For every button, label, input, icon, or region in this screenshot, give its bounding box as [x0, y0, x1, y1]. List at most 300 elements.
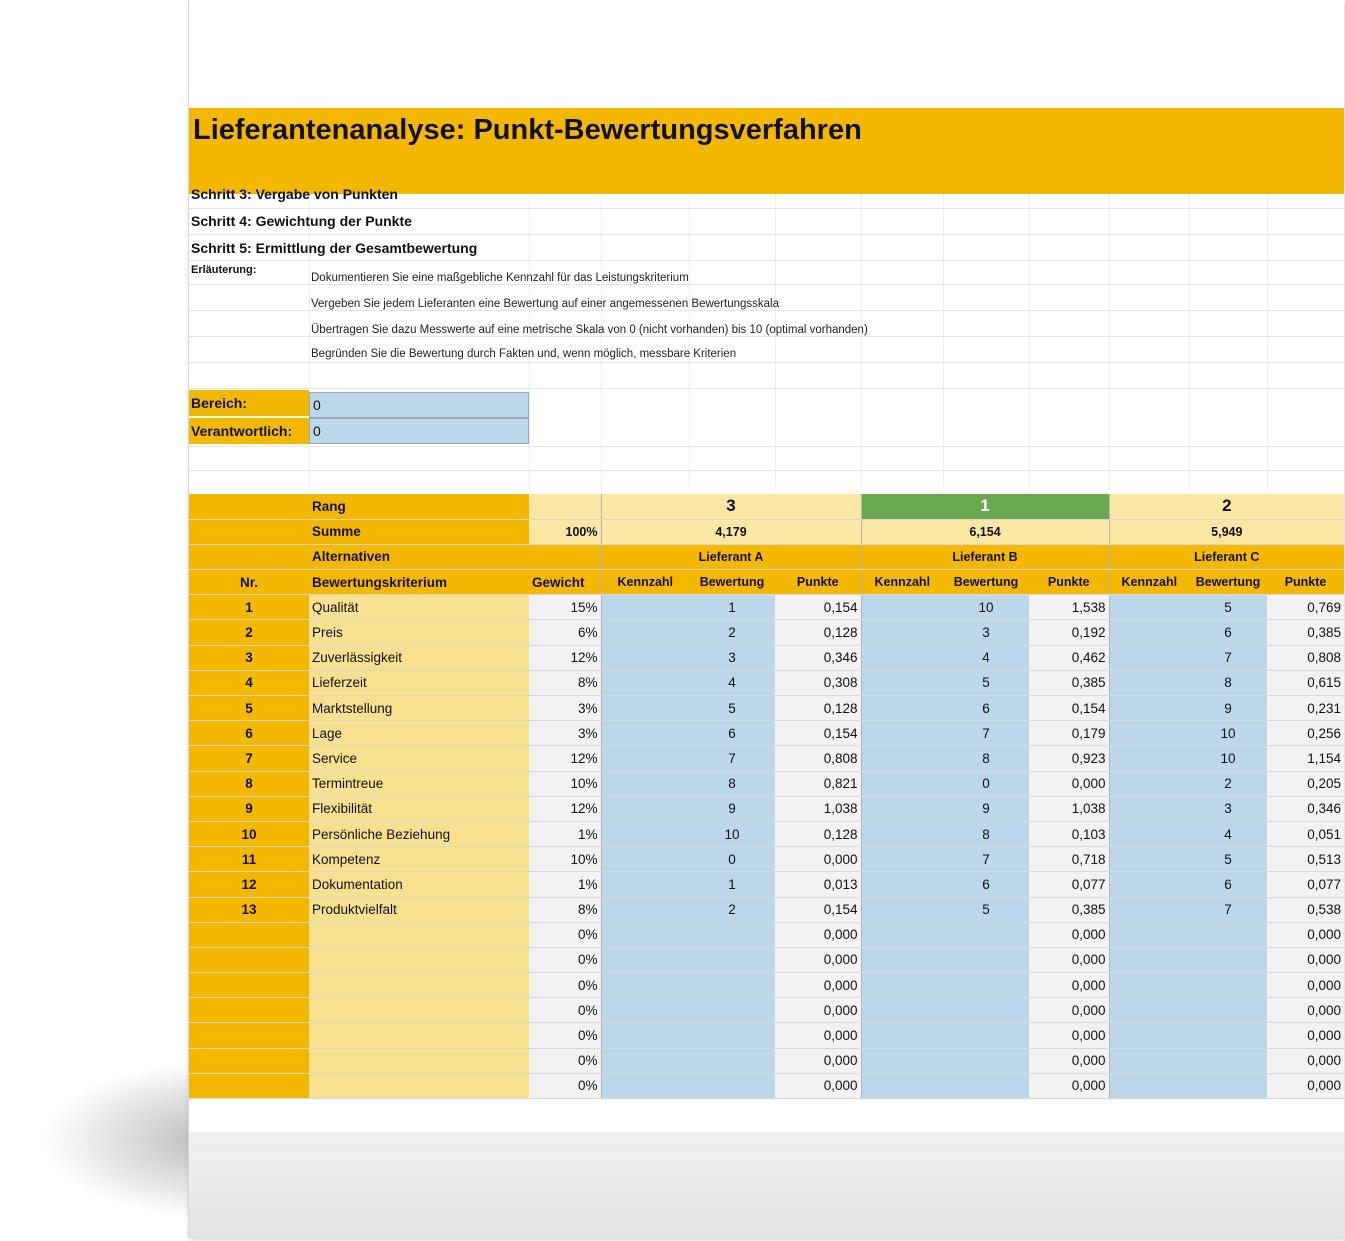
- bewertung-header: Bewertung: [1189, 570, 1267, 595]
- bewertung-cell-c[interactable]: 9: [1189, 696, 1267, 721]
- kennzahl-cell-a[interactable]: [601, 595, 689, 620]
- punkte-cell-b: 0,000: [1029, 1073, 1109, 1098]
- row-nr: 5: [189, 696, 309, 721]
- table-row: [189, 897, 1344, 922]
- bewertung-cell-b[interactable]: [943, 973, 1029, 998]
- kennzahl-cell-c[interactable]: [1109, 620, 1189, 645]
- kennzahl-cell-b[interactable]: [861, 872, 943, 897]
- weight-cell[interactable]: 0%: [529, 922, 601, 947]
- table-row: [189, 821, 1344, 846]
- table-row: [189, 670, 1344, 695]
- bewertung-cell-b[interactable]: [943, 1073, 1029, 1098]
- row-nr: 4: [189, 670, 309, 695]
- grid-row-line: [189, 446, 1344, 447]
- punkte-cell-a: 0,000: [775, 847, 861, 872]
- punkte-cell-c: 0,231: [1267, 696, 1344, 721]
- punkte-cell-c: 1,154: [1267, 746, 1344, 771]
- nr-header: Nr.: [189, 570, 309, 595]
- bereich-input[interactable]: 0: [309, 392, 529, 418]
- table-row: [189, 645, 1344, 670]
- bewertung-cell-c[interactable]: 10: [1189, 721, 1267, 746]
- bewertung-cell-c[interactable]: [1189, 1073, 1267, 1098]
- bewertung-cell-c[interactable]: [1189, 998, 1267, 1023]
- kennzahl-cell-c[interactable]: [1109, 696, 1189, 721]
- column-header-row: [189, 570, 1344, 595]
- punkte-cell-b: 0,923: [1029, 746, 1109, 771]
- table-row: [189, 922, 1344, 947]
- kennzahl-cell-b[interactable]: [861, 721, 943, 746]
- punkte-cell-b: 1,538: [1029, 595, 1109, 620]
- punkte-cell-b: 0,000: [1029, 771, 1109, 796]
- kennzahl-cell-b[interactable]: [861, 1048, 943, 1073]
- table-row: [189, 947, 1344, 972]
- kennzahl-cell-c[interactable]: [1109, 872, 1189, 897]
- punkte-cell-b: 0,385: [1029, 670, 1109, 695]
- grid-row-line: [189, 284, 1344, 285]
- kennzahl-cell-a[interactable]: [601, 721, 689, 746]
- punkte-cell-c: 0,000: [1267, 1073, 1344, 1098]
- sum-lieferant-b: 6,154: [861, 519, 1109, 544]
- bewertung-cell-a[interactable]: 1: [689, 872, 775, 897]
- grid-row-line: [189, 310, 1344, 311]
- punkte-cell-a: 0,154: [775, 721, 861, 746]
- punkte-cell-a: 1,038: [775, 796, 861, 821]
- bewertung-cell-a[interactable]: 9: [689, 796, 775, 821]
- weight-cell[interactable]: 1%: [529, 821, 601, 846]
- kennzahl-cell-b[interactable]: [861, 595, 943, 620]
- lieferant-b-header: Lieferant B: [861, 544, 1109, 569]
- criterion-name: Zuverlässigkeit: [309, 645, 529, 670]
- kennzahl-cell-c[interactable]: [1109, 645, 1189, 670]
- punkte-cell-a: 0,013: [775, 872, 861, 897]
- bewertung-cell-c[interactable]: 5: [1189, 847, 1267, 872]
- weight-cell[interactable]: 0%: [529, 998, 601, 1023]
- bewertung-cell-b[interactable]: 7: [943, 847, 1029, 872]
- kennzahl-cell-b[interactable]: [861, 821, 943, 846]
- row-nr: [189, 998, 309, 1023]
- table-row: [189, 771, 1344, 796]
- row-nr: [189, 1023, 309, 1048]
- table-row: [189, 796, 1344, 821]
- punkte-cell-b: 0,154: [1029, 696, 1109, 721]
- bewertung-cell-a[interactable]: 8: [689, 771, 775, 796]
- row-nr: 10: [189, 821, 309, 846]
- summe-label: Summe: [309, 519, 529, 544]
- kennzahl-cell-c[interactable]: [1109, 1048, 1189, 1073]
- kennzahl-cell-a[interactable]: [601, 746, 689, 771]
- punkte-header: Punkte: [1267, 570, 1344, 595]
- kennzahl-cell-a[interactable]: [601, 696, 689, 721]
- punkte-cell-c: 0,256: [1267, 721, 1344, 746]
- punkte-cell-a: 0,821: [775, 771, 861, 796]
- bewertung-cell-c[interactable]: 5: [1189, 595, 1267, 620]
- grid-row-line: [189, 208, 1344, 209]
- bewertung-cell-a[interactable]: [689, 947, 775, 972]
- row-nr: 9: [189, 796, 309, 821]
- bewertung-cell-a[interactable]: 4: [689, 670, 775, 695]
- bewertung-cell-c[interactable]: [1189, 922, 1267, 947]
- kennzahl-cell-b[interactable]: [861, 973, 943, 998]
- table-row: [189, 746, 1344, 771]
- kennzahl-cell-a[interactable]: [601, 821, 689, 846]
- grid-row-line: [189, 388, 1344, 389]
- punkte-cell-c: 0,205: [1267, 771, 1344, 796]
- weight-cell[interactable]: 15%: [529, 595, 601, 620]
- bewertung-cell-c[interactable]: 8: [1189, 670, 1267, 695]
- punkte-cell-b: 0,000: [1029, 1048, 1109, 1073]
- punkte-cell-c: 0,385: [1267, 620, 1344, 645]
- kennzahl-cell-a[interactable]: [601, 973, 689, 998]
- bewertung-cell-c[interactable]: 2: [1189, 771, 1267, 796]
- bewertung-cell-a[interactable]: [689, 1023, 775, 1048]
- punkte-cell-a: 0,000: [775, 1073, 861, 1098]
- bewertung-cell-a[interactable]: [689, 998, 775, 1023]
- document-page: [188, 0, 1344, 1238]
- kennzahl-cell-c[interactable]: [1109, 670, 1189, 695]
- bewertung-cell-b[interactable]: [943, 947, 1029, 972]
- bewertung-cell-a[interactable]: 5: [689, 696, 775, 721]
- kennzahl-cell-b[interactable]: [861, 645, 943, 670]
- bewertung-cell-b[interactable]: [943, 998, 1029, 1023]
- row-nr: 13: [189, 897, 309, 922]
- table-row: [189, 721, 1344, 746]
- kennzahl-cell-c[interactable]: [1109, 947, 1189, 972]
- weight-cell[interactable]: 6%: [529, 620, 601, 645]
- criterion-name: Service: [309, 746, 529, 771]
- lieferant-c-header: Lieferant C: [1109, 544, 1344, 569]
- row-nr: 11: [189, 847, 309, 872]
- kennzahl-cell-a[interactable]: [601, 796, 689, 821]
- weight-cell[interactable]: 10%: [529, 847, 601, 872]
- weight-cell[interactable]: 12%: [529, 746, 601, 771]
- kennzahl-cell-a[interactable]: [601, 771, 689, 796]
- criterion-name: [309, 947, 529, 972]
- kennzahl-cell-c[interactable]: [1109, 1073, 1189, 1098]
- bewertung-cell-a[interactable]: 2: [689, 620, 775, 645]
- weight-cell[interactable]: 0%: [529, 1073, 601, 1098]
- weight-cell[interactable]: 3%: [529, 721, 601, 746]
- bewertung-cell-a[interactable]: 7: [689, 746, 775, 771]
- bewertung-header: Bewertung: [943, 570, 1029, 595]
- bereich-label: Bereich:: [189, 390, 309, 416]
- bewertung-cell-a[interactable]: [689, 973, 775, 998]
- bewertung-cell-c[interactable]: 10: [1189, 746, 1267, 771]
- bewertung-cell-c[interactable]: [1189, 1048, 1267, 1073]
- kennzahl-cell-a[interactable]: [601, 847, 689, 872]
- kennzahl-cell-c[interactable]: [1109, 721, 1189, 746]
- kennzahl-cell-a[interactable]: [601, 998, 689, 1023]
- kennzahl-cell-c[interactable]: [1109, 771, 1189, 796]
- punkte-cell-a: 0,128: [775, 821, 861, 846]
- kennzahl-cell-c[interactable]: [1109, 998, 1189, 1023]
- weight-cell[interactable]: 0%: [529, 947, 601, 972]
- bewertung-cell-a[interactable]: 0: [689, 847, 775, 872]
- bewertung-cell-a[interactable]: [689, 1073, 775, 1098]
- criterion-name: Preis: [309, 620, 529, 645]
- bewertung-cell-b[interactable]: 8: [943, 746, 1029, 771]
- step-5-heading: Schritt 5: Ermittlung der Gesamtbewertung: [191, 240, 478, 256]
- punkte-cell-c: 0,000: [1267, 998, 1344, 1023]
- kennzahl-cell-b[interactable]: [861, 1023, 943, 1048]
- rank-lieferant-c: 2: [1109, 494, 1344, 519]
- header-cell: [529, 544, 601, 569]
- punkte-cell-c: 0,615: [1267, 670, 1344, 695]
- punkte-cell-c: 0,000: [1267, 1048, 1344, 1073]
- punkte-cell-a: 0,000: [775, 973, 861, 998]
- table-row: [189, 998, 1344, 1023]
- row-nr: 2: [189, 620, 309, 645]
- bewertung-cell-c[interactable]: 6: [1189, 620, 1267, 645]
- table-row: [189, 620, 1344, 645]
- page-title: Lieferantenanalyse: Punkt-Bewertungsverfahren: [193, 114, 862, 146]
- header-cell: [529, 494, 601, 519]
- bewertung-cell-a[interactable]: [689, 1048, 775, 1073]
- bewertung-cell-b[interactable]: 0: [943, 771, 1029, 796]
- punkte-cell-a: 0,000: [775, 1048, 861, 1073]
- row-nr: 12: [189, 872, 309, 897]
- table-row: [189, 872, 1344, 897]
- weight-cell[interactable]: 12%: [529, 645, 601, 670]
- punkte-cell-c: 0,346: [1267, 796, 1344, 821]
- punkte-header: Punkte: [1029, 570, 1109, 595]
- sum-row: [189, 519, 1344, 544]
- row-nr: [189, 1048, 309, 1073]
- bewertung-cell-b[interactable]: [943, 1048, 1029, 1073]
- punkte-cell-c: 0,077: [1267, 872, 1344, 897]
- weight-cell[interactable]: 3%: [529, 696, 601, 721]
- header-cell: [189, 494, 309, 519]
- gewicht-header: Gewicht: [529, 570, 601, 595]
- step-3-heading: Schritt 3: Vergabe von Punkten: [191, 186, 398, 202]
- punkte-cell-b: 0,000: [1029, 1023, 1109, 1048]
- punkte-cell-a: 0,128: [775, 696, 861, 721]
- kennzahl-cell-c[interactable]: [1109, 897, 1189, 922]
- punkte-cell-a: 0,154: [775, 595, 861, 620]
- kennzahl-cell-c[interactable]: [1109, 746, 1189, 771]
- bewertung-cell-b[interactable]: 4: [943, 645, 1029, 670]
- punkte-cell-b: 0,385: [1029, 897, 1109, 922]
- kennzahl-cell-b[interactable]: [861, 771, 943, 796]
- kennzahl-cell-b[interactable]: [861, 1073, 943, 1098]
- grid-col-line: [1109, 160, 1110, 490]
- punkte-cell-b: 0,000: [1029, 922, 1109, 947]
- weight-cell[interactable]: 0%: [529, 1048, 601, 1073]
- rank-lieferant-a: 3: [601, 494, 861, 519]
- bewertung-cell-c[interactable]: 6: [1189, 872, 1267, 897]
- punkte-cell-a: 0,308: [775, 670, 861, 695]
- punkte-cell-c: 0,000: [1267, 1023, 1344, 1048]
- criterion-name: Lage: [309, 721, 529, 746]
- bewertung-cell-c[interactable]: 7: [1189, 645, 1267, 670]
- grid-col-line: [1029, 160, 1030, 490]
- punkte-header: Punkte: [775, 570, 861, 595]
- criterion-name: [309, 922, 529, 947]
- header-cell: [189, 544, 309, 569]
- bewertung-cell-b[interactable]: 6: [943, 872, 1029, 897]
- summe-gewicht: 100%: [529, 519, 601, 544]
- punkte-cell-b: 1,038: [1029, 796, 1109, 821]
- kennzahl-cell-b[interactable]: [861, 620, 943, 645]
- bewertung-cell-b[interactable]: 8: [943, 821, 1029, 846]
- kennzahl-cell-a[interactable]: [601, 1023, 689, 1048]
- kennzahl-cell-a[interactable]: [601, 872, 689, 897]
- page-footer-area: [189, 1132, 1344, 1238]
- criterion-name: [309, 1023, 529, 1048]
- kennzahl-cell-b[interactable]: [861, 947, 943, 972]
- table-row: [189, 847, 1344, 872]
- bewertung-cell-c[interactable]: [1189, 1023, 1267, 1048]
- criterion-name: Lieferzeit: [309, 670, 529, 695]
- bewertung-cell-c[interactable]: [1189, 973, 1267, 998]
- kennzahl-cell-c[interactable]: [1109, 595, 1189, 620]
- kennzahl-header: Kennzahl: [1109, 570, 1189, 595]
- kennzahl-cell-b[interactable]: [861, 998, 943, 1023]
- criterion-name: Kompetenz: [309, 847, 529, 872]
- criterion-name: [309, 1073, 529, 1098]
- kennzahl-cell-b[interactable]: [861, 897, 943, 922]
- criterion-name: Qualität: [309, 595, 529, 620]
- criterion-name: Flexibilität: [309, 796, 529, 821]
- punkte-cell-a: 0,346: [775, 645, 861, 670]
- rank-lieferant-b: 1: [861, 494, 1109, 519]
- grid-col-line: [1189, 160, 1190, 490]
- bewertung-cell-b[interactable]: 6: [943, 696, 1029, 721]
- kennzahl-header: Kennzahl: [861, 570, 943, 595]
- criterion-name: Marktstellung: [309, 696, 529, 721]
- kennzahl-cell-c[interactable]: [1109, 1023, 1189, 1048]
- kennzahl-header: Kennzahl: [601, 570, 689, 595]
- bewertung-cell-b[interactable]: [943, 922, 1029, 947]
- bewertung-cell-a[interactable]: 6: [689, 721, 775, 746]
- kriterium-header: Bewertungskriterium: [309, 570, 529, 595]
- explanation-line: Begründen Sie die Bewertung durch Fakten und, wenn möglich, messbare Kriterien: [311, 348, 737, 360]
- kennzahl-cell-c[interactable]: [1109, 922, 1189, 947]
- punkte-cell-a: 0,000: [775, 922, 861, 947]
- table-row: [189, 595, 1344, 620]
- bewertung-cell-b[interactable]: 3: [943, 620, 1029, 645]
- row-nr: 6: [189, 721, 309, 746]
- punkte-cell-b: 0,000: [1029, 947, 1109, 972]
- weight-cell[interactable]: 10%: [529, 771, 601, 796]
- explanation-line: Übertragen Sie dazu Messwerte auf eine metrische Skala von 0 (nicht vorhanden) bis 10 (optimal vorhanden): [311, 324, 868, 336]
- kennzahl-cell-a[interactable]: [601, 897, 689, 922]
- criterion-name: [309, 1048, 529, 1073]
- bewertung-cell-b[interactable]: [943, 1023, 1029, 1048]
- weight-cell[interactable]: 8%: [529, 670, 601, 695]
- bewertung-cell-a[interactable]: 2: [689, 897, 775, 922]
- sum-lieferant-a: 4,179: [601, 519, 861, 544]
- weight-cell[interactable]: 8%: [529, 897, 601, 922]
- verantwortlich-label: Verantwortlich:: [189, 418, 309, 444]
- row-nr: [189, 973, 309, 998]
- step-4-heading: Schritt 4: Gewichtung der Punkte: [191, 213, 412, 229]
- bewertung-cell-a[interactable]: [689, 922, 775, 947]
- bewertung-cell-b[interactable]: 5: [943, 670, 1029, 695]
- grid-row-line: [189, 336, 1344, 337]
- sum-lieferant-c: 5,949: [1109, 519, 1344, 544]
- punkte-cell-a: 0,000: [775, 998, 861, 1023]
- kennzahl-cell-a[interactable]: [601, 1073, 689, 1098]
- kennzahl-cell-b[interactable]: [861, 922, 943, 947]
- evaluation-table: [189, 494, 1344, 1099]
- kennzahl-cell-c[interactable]: [1109, 821, 1189, 846]
- explanation-line: Vergeben Sie jedem Lieferanten eine Bewertung auf einer angemessenen Bewertungsskala: [311, 298, 779, 310]
- verantwortlich-input[interactable]: 0: [309, 418, 529, 444]
- kennzahl-cell-b[interactable]: [861, 847, 943, 872]
- table-row: [189, 696, 1344, 721]
- kennzahl-cell-a[interactable]: [601, 620, 689, 645]
- grid-col-line: [943, 160, 944, 490]
- kennzahl-cell-b[interactable]: [861, 746, 943, 771]
- alternativen-label: Alternativen: [309, 544, 529, 569]
- kennzahl-cell-a[interactable]: [601, 1048, 689, 1073]
- grid-row-line: [189, 470, 1344, 471]
- punkte-cell-b: 0,077: [1029, 872, 1109, 897]
- bewertung-cell-a[interactable]: 10: [689, 821, 775, 846]
- kennzahl-cell-a[interactable]: [601, 922, 689, 947]
- row-nr: 1: [189, 595, 309, 620]
- row-nr: 3: [189, 645, 309, 670]
- punkte-cell-b: 0,718: [1029, 847, 1109, 872]
- punkte-cell-a: 0,000: [775, 1023, 861, 1048]
- kennzahl-cell-c[interactable]: [1109, 847, 1189, 872]
- bewertung-cell-b[interactable]: 9: [943, 796, 1029, 821]
- punkte-cell-b: 0,179: [1029, 721, 1109, 746]
- kennzahl-cell-b[interactable]: [861, 670, 943, 695]
- row-nr: [189, 1073, 309, 1098]
- punkte-cell-a: 0,128: [775, 620, 861, 645]
- punkte-cell-b: 0,103: [1029, 821, 1109, 846]
- punkte-cell-c: 0,000: [1267, 947, 1344, 972]
- punkte-cell-c: 0,769: [1267, 595, 1344, 620]
- weight-cell[interactable]: 12%: [529, 796, 601, 821]
- kennzahl-cell-c[interactable]: [1109, 973, 1189, 998]
- grid-row-line: [189, 234, 1344, 235]
- explanation-label: Erläuterung:: [191, 264, 257, 276]
- bewertung-cell-b[interactable]: 7: [943, 721, 1029, 746]
- punkte-cell-a: 0,154: [775, 897, 861, 922]
- kennzahl-cell-c[interactable]: [1109, 796, 1189, 821]
- bewertung-cell-c[interactable]: 4: [1189, 821, 1267, 846]
- weight-cell[interactable]: 1%: [529, 872, 601, 897]
- punkte-cell-c: 0,000: [1267, 922, 1344, 947]
- bewertung-cell-c[interactable]: 3: [1189, 796, 1267, 821]
- kennzahl-cell-b[interactable]: [861, 796, 943, 821]
- punkte-cell-c: 0,000: [1267, 973, 1344, 998]
- bewertung-cell-a[interactable]: 3: [689, 645, 775, 670]
- kennzahl-cell-a[interactable]: [601, 670, 689, 695]
- bewertung-cell-c[interactable]: 7: [1189, 897, 1267, 922]
- bewertung-cell-a[interactable]: 1: [689, 595, 775, 620]
- weight-cell[interactable]: 0%: [529, 973, 601, 998]
- punkte-cell-c: 0,808: [1267, 645, 1344, 670]
- bewertung-cell-c[interactable]: [1189, 947, 1267, 972]
- bewertung-cell-b[interactable]: 5: [943, 897, 1029, 922]
- weight-cell[interactable]: 0%: [529, 1023, 601, 1048]
- grid-col-line: [1267, 160, 1268, 490]
- criterion-name: Termintreue: [309, 771, 529, 796]
- kennzahl-cell-a[interactable]: [601, 645, 689, 670]
- bewertung-cell-b[interactable]: 10: [943, 595, 1029, 620]
- kennzahl-cell-a[interactable]: [601, 947, 689, 972]
- punkte-cell-b: 0,000: [1029, 973, 1109, 998]
- rank-row: [189, 494, 1344, 519]
- kennzahl-cell-b[interactable]: [861, 696, 943, 721]
- table-row: [189, 1048, 1344, 1073]
- punkte-cell-b: 0,000: [1029, 998, 1109, 1023]
- punkte-cell-c: 0,513: [1267, 847, 1344, 872]
- rang-label: Rang: [309, 494, 529, 519]
